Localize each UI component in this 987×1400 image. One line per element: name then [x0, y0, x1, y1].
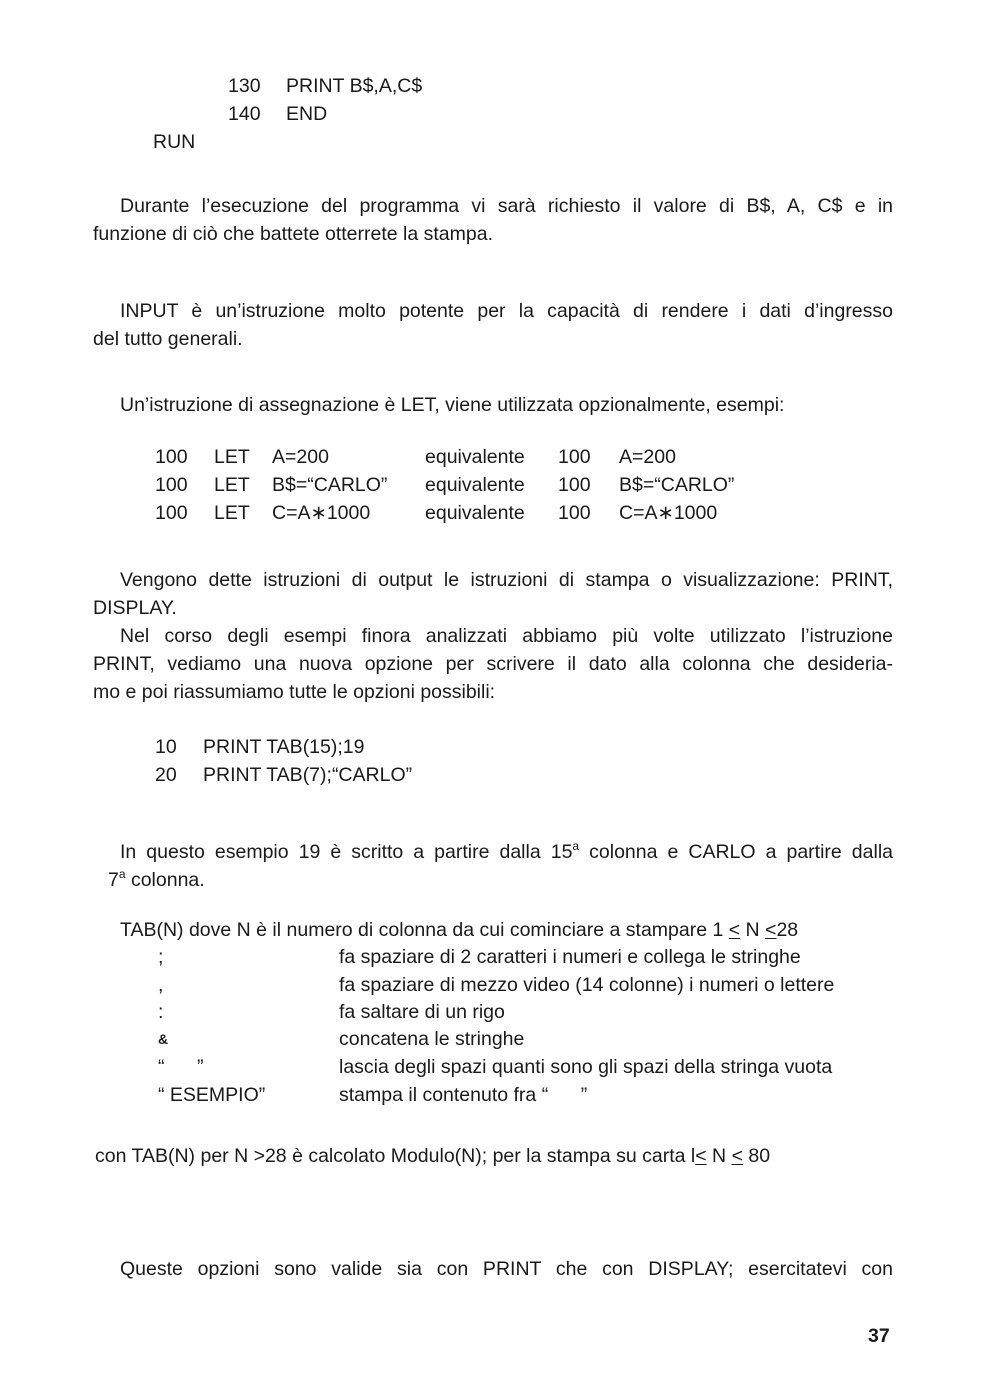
option-description: fa spaziare di mezzo video (14 colonne) i numeri o lettere [339, 974, 835, 996]
paragraph-line [108, 866, 893, 894]
line-number: 10 [155, 736, 177, 758]
text-part: 28 [776, 919, 799, 941]
run-command: RUN [153, 131, 196, 153]
option-description: stampa il contenuto fra “ ” [339, 1084, 588, 1106]
text-part: 7 [108, 869, 119, 891]
equivalence: equivalente [425, 474, 525, 496]
option-symbol: , [158, 974, 164, 996]
text-part: N [740, 919, 766, 941]
paragraph-line: PRINT, vediamo una nuova opzione per scrivere il dato alla colonna che desideria- [93, 653, 893, 675]
keyword: LET [214, 474, 250, 496]
text-part: N [706, 1145, 732, 1167]
text-part: con TAB(N) per N >28 è calcolato Modulo(N); per la stampa su carta l [95, 1145, 696, 1167]
paragraph-line: DISPLAY. [93, 597, 177, 619]
paragraph-example-explanation [108, 838, 893, 894]
line-number: 20 [155, 764, 177, 786]
paragraph-line: Nel corso degli esempi finora analizzati abbiamo più volte utilizzato l’istruzione [120, 625, 893, 647]
expression: A=200 [619, 446, 676, 468]
less-equal-sign: < [765, 919, 777, 941]
line-number: 100 [155, 474, 188, 496]
tab-example-line [155, 733, 365, 761]
text-part: TAB(N) dove N è il numero di colonna da cui cominciare a stampare 1 [120, 919, 729, 941]
less-equal-sign: < [731, 1145, 743, 1167]
paragraph-line: funzione di ciò che battete otterrete la stampa. [93, 223, 493, 245]
option-symbol: : [158, 1001, 164, 1023]
tab-option-intro [120, 916, 798, 944]
paragraph-execution [93, 192, 893, 248]
text-part: In questo esempio 19 è scritto a partire dalla 15 [120, 841, 573, 863]
equivalence: equivalente [425, 446, 525, 468]
option-symbol: ; [158, 946, 164, 968]
statement: PRINT TAB(7);“CARLO” [203, 764, 413, 786]
statement: PRINT TAB(15);19 [203, 736, 365, 758]
line-number: 100 [155, 446, 188, 468]
paragraph-line: mo e poi riassumiamo tutte le opzioni possibili: [93, 681, 496, 703]
option-symbol: & [158, 1031, 169, 1047]
paragraph-output [93, 566, 893, 706]
expression: B$=“CARLO” [619, 474, 735, 496]
expression: C=A∗1000 [619, 502, 718, 524]
option-symbol: “ ESEMPIO” [158, 1084, 266, 1106]
less-equal-sign: < [695, 1145, 707, 1167]
text-part: 80 [742, 1145, 771, 1167]
code-line-140 [228, 100, 328, 128]
paragraph-line: INPUT è un’istruzione molto potente per la capacità di rendere i dati d’ingresso [120, 300, 893, 322]
option-description: lascia degli spazi quanti sono gli spazi della stringa vuota [339, 1056, 833, 1078]
line-number: 140 [228, 103, 261, 125]
paragraph-modulo [95, 1142, 770, 1170]
option-symbol: “ ” [158, 1056, 204, 1078]
equivalence: equivalente [425, 502, 525, 524]
line-number: 100 [558, 502, 591, 524]
expression: A=200 [272, 446, 329, 468]
text-part: colonna e CARLO a partire dalla [579, 841, 893, 863]
line-number: 100 [155, 502, 188, 524]
paragraph-line: Vengono dette istruzioni di output le istruzioni di stampa o visualizzazione: PRINT, [120, 569, 893, 591]
paragraph-line: Durante l’esecuzione del programma vi sarà richiesto il valore di B$, A, C$ e in [120, 195, 893, 217]
paragraph-let: Un’istruzione di assegnazione è LET, viene utilizzata opzionalmente, esempi: [120, 394, 785, 416]
line-number: 100 [558, 474, 591, 496]
paragraph-input [93, 297, 893, 353]
paragraph-line: Queste opzioni sono valide sia con PRINT che con DISPLAY; esercitatevi con [120, 1258, 893, 1280]
text-part: colonna. [125, 869, 205, 891]
line-number: 100 [558, 446, 591, 468]
page-number: 37 [868, 1325, 890, 1347]
expression: B$=“CARLO” [272, 474, 388, 496]
keyword: LET [214, 446, 250, 468]
paragraph-line [120, 838, 893, 866]
code-line-130 [228, 72, 423, 100]
expression: C=A∗1000 [272, 502, 371, 524]
option-description: fa saltare di un rigo [339, 1001, 505, 1023]
tab-example-line [155, 761, 413, 789]
ordinal-marker: a [118, 866, 126, 881]
paragraph-line: del tutto generali. [93, 328, 243, 350]
statement: END [286, 103, 328, 125]
less-equal-sign: < [728, 919, 741, 941]
ordinal-marker: a [572, 838, 580, 853]
option-description: concatena le stringhe [339, 1028, 525, 1050]
option-description: fa spaziare di 2 caratteri i numeri e collega le stringhe [339, 946, 801, 968]
line-number: 130 [228, 75, 261, 97]
paragraph-options-valid [120, 1255, 893, 1283]
keyword: LET [214, 502, 250, 524]
statement: PRINT B$,A,C$ [286, 75, 423, 97]
